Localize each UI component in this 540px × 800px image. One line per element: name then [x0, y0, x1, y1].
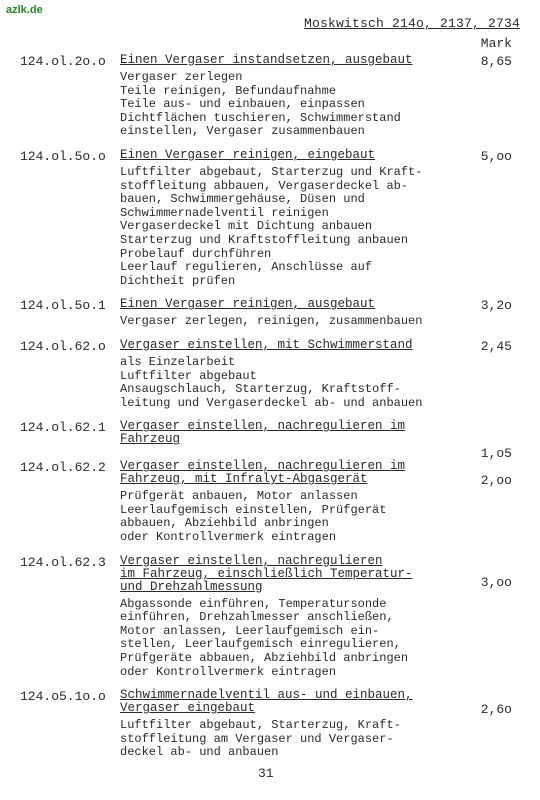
entry-code: 124.o5.1o.o [20, 689, 106, 705]
entry-item [0, 419, 540, 462]
entry-price: 1,o5 [480, 446, 512, 462]
entry-description: Prüfgerät anbauen, Motor anlassen Leerlaufgemisch einstellen, Prüfgerät abbauen, Abziehbild anbringen oder Kontrollvermerk eintragen [120, 489, 387, 545]
entry-price: 8,65 [480, 54, 512, 69]
entry-title: Schwimmernadelventil aus- und einbauen, Vergaser eingebaut [120, 688, 413, 716]
entry-price: 2,45 [480, 338, 512, 354]
entry-description: Vergaser zerlegen Teile reinigen, Befundaufnahme Teile aus- und einbauen, einpassen Dichtflächen tuschieren, Schwimmerstand einstellen, Vergaser zusammenbauen [120, 70, 401, 139]
entry-title: Vergaser einstellen, mit Schwimmerstand [120, 337, 413, 352]
entry-title: Vergaser einstellen, nachregulieren im Fahrzeug, einschließlich Temperatur- und Drehzahlmessung [120, 553, 413, 594]
entry-price: 3,2o [480, 298, 512, 314]
entry-code: 124.ol.2o.o [20, 54, 106, 69]
entry-title: Einen Vergaser instandsetzen, ausgebaut [120, 53, 413, 67]
entry-title: Einen Vergaser reinigen, ausgebaut [120, 297, 376, 312]
entry-title: Vergaser einstellen, nachregulieren im Fahrzeug, mit Infralyt-Abgasgerät [120, 459, 406, 487]
price-unit-label: Mark [480, 36, 512, 51]
entry-description: Vergaser zerlegen, reinigen, zusammenbauen [120, 314, 423, 329]
entry-item [0, 689, 540, 760]
entry-price: 2,oo [480, 473, 512, 489]
page-header-title: Moskwitsch 214o, 2137, 2734 [303, 16, 520, 31]
entry-title: Einen Vergaser reinigen, eingebaut [120, 147, 376, 162]
entry-description: als Einzelarbeit Luftfilter abgebaut Ansaugschlauch, Starterzug, Kraftstoff- leitung und Vergaserdeckel ab- und anbauen [120, 354, 423, 410]
entry-code: 124.ol.62.2 [20, 460, 106, 476]
entry-code: 124.ol.5o.1 [20, 298, 106, 314]
entry-item [0, 339, 540, 410]
entry-description: Abgassonde einführen, Temperatursonde einführen, Drehzahlmesser anschließen, Motor anlassen, Leerlaufgemisch ein- stellen, Leerlaufgemisch einregulieren, Prüfgeräte abbauen, Abziehbild anbringen oder Kontrollvermerk eintragen [120, 596, 409, 679]
site-watermark: azlk.de [6, 4, 43, 16]
entry-code: 124.ol.62.o [20, 338, 106, 354]
entry-item [0, 460, 540, 544]
entry-price: 5,oo [480, 148, 512, 164]
entry-code: 124.ol.5o.o [20, 148, 106, 164]
entry-code: 124.ol.62.1 [20, 420, 106, 436]
entry-item [0, 54, 540, 139]
entry-item [0, 298, 540, 329]
entry-list [0, 54, 540, 770]
entry-item [0, 555, 540, 680]
entry-item [0, 149, 540, 288]
entry-description: Luftfilter abgebaut, Starterzug, Kraft- stoffleitung am Vergaser und Vergaser- deckel ab- und anbauen [120, 718, 401, 760]
entry-price: 2,6o [480, 702, 512, 718]
entry-description: Luftfilter abgebaut, Starterzug und Kraft- stoffleitung abbauen, Vergaserdeckel ab- bauen, Schwimmergehäuse, Düsen und Schwimmernadelventil reinigen Vergaserdeckel mit Dichtung anbauen Starterzug und Kraftstoffleitung anbauen Probelauf durchführen Leerlauf regulieren, Anschlüsse auf Dichtheit prüfen [120, 164, 423, 288]
entry-code: 124.ol.62.3 [20, 554, 106, 570]
entry-title: Vergaser einstellen, nachregulieren im Fahrzeug [120, 419, 406, 447]
page-number: 31 [258, 766, 274, 781]
entry-price: 3,oo [480, 574, 512, 590]
